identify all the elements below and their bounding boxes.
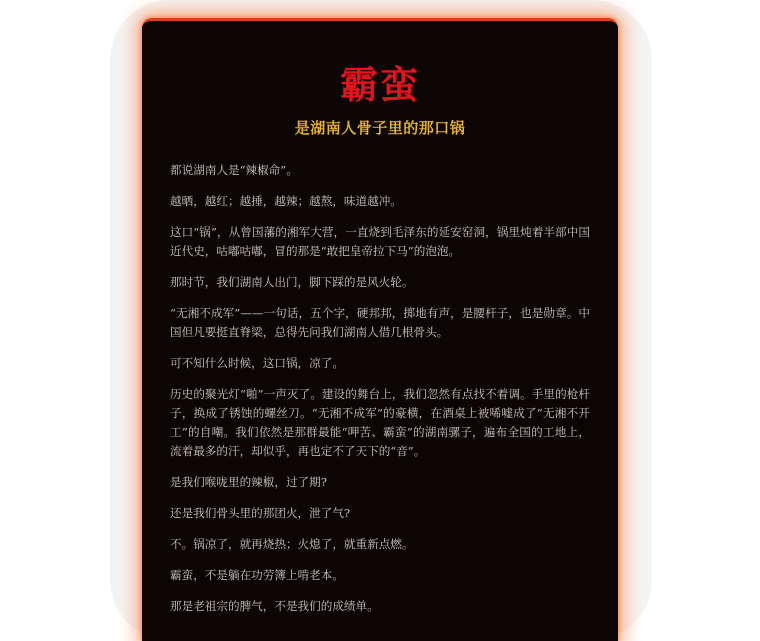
paragraph: 那是老祖宗的脾气，不是我们的成绩单。 xyxy=(170,599,379,613)
paragraph: 越晒，越红；越捶，越辣；越熬，味道越冲。 xyxy=(170,194,402,208)
paragraph: 这口“锅”，从曾国藩的湘军大营，一直烧到毛泽东的延安窑洞，锅里炖着半部中国近代史，咕嘟咕嘟，冒的那是“敢把皇帝拉下马”的泡泡。 xyxy=(170,225,590,258)
paragraph: 那时节，我们湖南人出门，脚下踩的是风火轮。 xyxy=(170,275,414,289)
paragraph: 不。锅凉了，就再烧热；火熄了，就重新点燃。 xyxy=(170,537,414,551)
paragraph: 还是我们骨头里的那团火，泄了气? xyxy=(170,506,351,520)
paragraph: 历史的聚光灯“啪”一声灭了。建设的舞台上，我们忽然有点找不着调。手里的枪杆子，换成了锈蚀的螺丝刀。“无湘不成军”的豪横，在酒桌上被唏嘘成了“无湘不开工”的自嘲。我们依然是那群最能“呷苦、霸蛮”的湖南骡子，遍布全国的工地上，流着最多的汗，却似乎，再也定不了天下的“音”。 xyxy=(170,387,590,458)
paragraph: 霸蛮，不是躺在功劳簿上啃老本。 xyxy=(170,568,344,582)
paragraph: 是我们喉咙里的辣椒，过了期? xyxy=(170,475,327,489)
article-card xyxy=(142,18,618,641)
paragraph: 可不知什么时候，这口锅，凉了。 xyxy=(170,356,344,370)
paragraph: 都说湖南人是“辣椒命”。 xyxy=(170,163,298,177)
paragraph: “无湘不成军”——一句话，五个字，硬邦邦，掷地有声，是腰杆子，也是勋章。中国但凡要挺直脊梁，总得先问我们湖南人借几根骨头。 xyxy=(170,306,590,339)
article-title: 霸蛮 xyxy=(339,62,420,107)
article-body xyxy=(142,161,618,616)
article-subtitle: 是湖南人骨子里的那口锅 xyxy=(294,119,466,137)
